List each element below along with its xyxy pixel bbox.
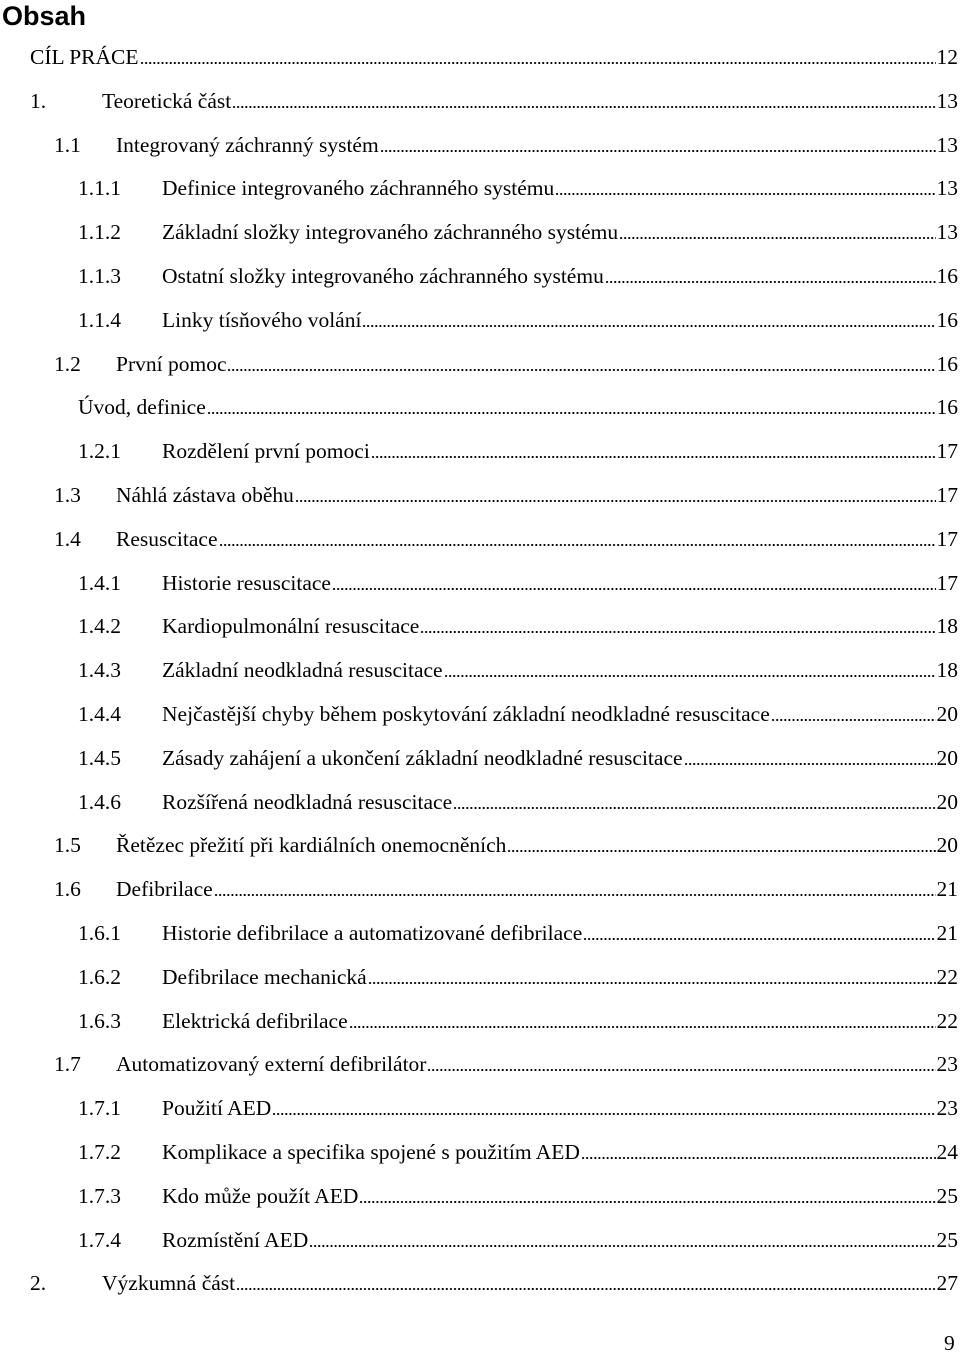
dot-leader <box>444 675 936 677</box>
toc-entry-label: Rozmístění AED <box>162 1227 309 1252</box>
toc-entry-number: 1.6 <box>54 877 81 902</box>
toc-entry-label: První pomoc <box>116 351 227 376</box>
toc-entry[interactable] <box>54 818 958 858</box>
toc-entry-label: Komplikace a specifika spojené s použitím AED <box>162 1140 580 1164</box>
toc-entry-number: 1. <box>30 88 47 113</box>
toc-entry-page: 13 <box>936 220 958 245</box>
toc-entry-page: 18 <box>936 614 958 639</box>
toc-entry-page: 16 <box>936 264 958 288</box>
toc-entry-label: Kardiopulmonální resuscitace <box>162 614 420 639</box>
toc-entry-label: Rozdělení první pomoci <box>162 439 370 464</box>
toc-entry-page: 21 <box>936 921 958 945</box>
toc-entry-number: 1.1.4 <box>78 307 121 332</box>
toc-entry-page: 22 <box>936 1008 958 1033</box>
toc-entry-number: 1.4.3 <box>78 658 121 683</box>
dot-leader <box>581 1157 936 1159</box>
toc-entry-number: 1.4.4 <box>78 702 121 726</box>
dot-leader <box>359 1201 935 1203</box>
toc-entry-number: 1.6.3 <box>78 1008 121 1033</box>
page-number: 9 <box>944 1331 955 1355</box>
toc-entry[interactable] <box>78 687 958 727</box>
dot-leader <box>771 719 936 721</box>
toc-entry-label: Výzkumná část <box>102 1271 236 1296</box>
toc-entry-label: Použití AED <box>162 1096 272 1121</box>
toc-entry-label: Úvod, definice <box>78 395 206 420</box>
toc-entry-number: 1.7 <box>54 1052 81 1077</box>
toc-entry-page: 25 <box>936 1183 958 1208</box>
toc-entry[interactable] <box>78 731 958 771</box>
toc-entry[interactable] <box>54 512 958 552</box>
toc-entry-number: 1.7.2 <box>78 1140 121 1164</box>
dot-leader <box>219 544 936 546</box>
toc-entry-label: Kdo může použít AED <box>162 1183 359 1208</box>
toc-entry-page: 25 <box>936 1227 958 1252</box>
toc-entry-number: 1.5 <box>54 833 81 858</box>
dot-leader <box>232 106 935 108</box>
toc-entry-page: 22 <box>936 964 958 989</box>
toc-entry-label: Náhlá zástava oběhu <box>116 483 294 507</box>
toc-entry-label: Historie defibrilace a automatizované defibrilace <box>162 921 583 945</box>
dot-leader <box>362 325 935 327</box>
toc-entry-page: 20 <box>936 833 958 858</box>
toc-entry-page: 16 <box>936 395 958 420</box>
dot-leader <box>140 62 936 64</box>
dot-leader <box>583 938 935 940</box>
dot-leader <box>227 369 935 371</box>
toc-entry-page: 13 <box>936 132 958 157</box>
toc-entry-label: Linky tísňového volání <box>162 307 362 332</box>
toc-entry[interactable] <box>78 643 958 683</box>
toc-entry-page: 17 <box>936 439 958 464</box>
toc-entry[interactable] <box>54 468 958 508</box>
dot-leader <box>684 763 936 765</box>
dot-leader <box>295 500 936 502</box>
toc-entry-page: 12 <box>936 45 958 69</box>
toc-entry[interactable] <box>78 161 958 201</box>
toc-entry-label: Historie resuscitace <box>162 570 331 595</box>
toc-entry-page: 17 <box>936 526 958 551</box>
toc-entry-label: Základní složky integrovaného záchranného systému <box>162 220 619 245</box>
toc-entry-page: 20 <box>936 745 958 770</box>
toc-entry-page: 20 <box>936 702 958 726</box>
dot-leader <box>380 150 936 152</box>
toc-entry-page: 23 <box>936 1096 958 1121</box>
toc-entry[interactable] <box>78 249 958 289</box>
toc-entry-label: Integrovaný záchranný systém <box>116 132 379 157</box>
toc-entry-label: Rozšířená neodkladná resuscitace <box>162 789 453 814</box>
toc-entry-number: 1.1 <box>54 132 81 157</box>
toc-entry-number: 1.7.4 <box>78 1227 121 1252</box>
toc-entry-number: 1.4.1 <box>78 570 121 595</box>
toc-entry-page: 13 <box>936 176 958 201</box>
dot-leader <box>368 982 936 984</box>
toc-entry-number: 1.4.2 <box>78 614 121 639</box>
toc-entry-page: 24 <box>936 1140 958 1164</box>
toc-entry[interactable] <box>30 74 958 114</box>
toc-entry-label: Elektrická defibrilace <box>162 1008 348 1033</box>
toc-entry-label: CÍL PRÁCE <box>30 45 139 69</box>
toc-entry-page: 20 <box>936 789 958 814</box>
dot-leader <box>555 193 935 195</box>
toc-entry-number: 1.1.1 <box>78 176 121 201</box>
toc-entry-label: Základní neodkladná resuscitace <box>162 658 443 683</box>
dot-leader <box>332 588 936 590</box>
dot-leader <box>214 894 936 896</box>
dot-leader <box>349 1026 936 1028</box>
toc-entry[interactable] <box>78 1169 958 1209</box>
toc-entry[interactable] <box>78 1125 958 1165</box>
toc-entry[interactable] <box>78 775 958 815</box>
toc-entry-number: 1.7.3 <box>78 1183 121 1208</box>
toc-entry[interactable] <box>78 424 958 464</box>
toc-entry-label: Ostatní složky integrovaného záchranného systému <box>162 264 604 288</box>
toc-entry-number: 1.4 <box>54 526 81 551</box>
toc-entry[interactable] <box>78 906 958 946</box>
toc-entry-label: Resuscitace <box>116 526 218 551</box>
dot-leader <box>272 1113 935 1115</box>
toc-entry-number: 1.4.6 <box>78 789 121 814</box>
toc-entry[interactable] <box>78 293 958 333</box>
toc-entry-page: 18 <box>936 658 958 683</box>
toc-entry[interactable] <box>54 337 958 377</box>
toc-entry-label: Teoretická část <box>102 88 232 113</box>
toc-entry[interactable] <box>78 556 958 596</box>
toc-entry-page: 21 <box>936 877 958 902</box>
toc-heading: Obsah <box>2 1 87 31</box>
toc-entry-label: Nejčastější chyby během poskytování základní neodkladné resuscitace <box>162 702 770 726</box>
dot-leader <box>507 850 935 852</box>
toc-entry[interactable] <box>30 1256 958 1296</box>
toc-entry[interactable] <box>78 205 958 245</box>
toc-entry-page: 17 <box>936 483 958 507</box>
dot-leader <box>605 281 936 283</box>
toc-entry-number: 1.2 <box>54 351 81 376</box>
toc-entry-label: Defibrilace <box>116 877 213 902</box>
dot-leader <box>309 1245 935 1247</box>
toc-entry-number: 1.7.1 <box>78 1096 121 1121</box>
dot-leader <box>236 1288 935 1290</box>
toc-entry-page: 27 <box>936 1271 958 1296</box>
toc-entry-label: Automatizovaný externí defibrilátor <box>116 1052 427 1077</box>
toc-entry-number: 1.1.3 <box>78 264 121 288</box>
toc-entry-number: 1.4.5 <box>78 745 121 770</box>
dot-leader <box>420 631 935 633</box>
toc-entry-page: 13 <box>936 88 958 113</box>
toc-entry-number: 1.1.2 <box>78 220 121 245</box>
toc-entry-page: 23 <box>936 1052 958 1077</box>
toc-entry-page: 16 <box>936 351 958 376</box>
toc-entry[interactable] <box>78 994 958 1034</box>
dot-leader <box>453 807 935 809</box>
toc-entry-label: Řetězec přežití při kardiálních onemocněních <box>116 833 507 858</box>
toc-entry[interactable] <box>78 1081 958 1121</box>
toc-entry-label: Zásady zahájení a ukončení základní neodkladné resuscitace <box>162 745 683 770</box>
toc-entry-number: 1.6.1 <box>78 921 121 945</box>
toc-entry[interactable] <box>54 1037 958 1077</box>
toc-entry-page: 17 <box>936 570 958 595</box>
toc-entry[interactable] <box>78 380 958 420</box>
toc-entry-number: 2. <box>30 1271 47 1296</box>
dot-leader <box>207 412 936 414</box>
toc-entry-number: 1.3 <box>54 483 81 507</box>
toc-entry-label: Definice integrovaného záchranného systému <box>162 176 555 201</box>
toc-entry-number: 1.2.1 <box>78 439 121 464</box>
dot-leader <box>619 237 935 239</box>
toc-entry-number: 1.6.2 <box>78 964 121 989</box>
toc-entry-label: Defibrilace mechanická <box>162 964 367 989</box>
toc-entry-page: 16 <box>936 307 958 332</box>
toc-entry[interactable] <box>78 599 958 639</box>
toc-entry[interactable] <box>54 118 958 158</box>
toc-entry[interactable] <box>78 1213 958 1253</box>
dot-leader <box>427 1069 935 1071</box>
toc-entry[interactable] <box>54 862 958 902</box>
dot-leader <box>371 456 936 458</box>
toc-entry[interactable] <box>78 950 958 990</box>
toc-entry[interactable] <box>30 30 958 70</box>
